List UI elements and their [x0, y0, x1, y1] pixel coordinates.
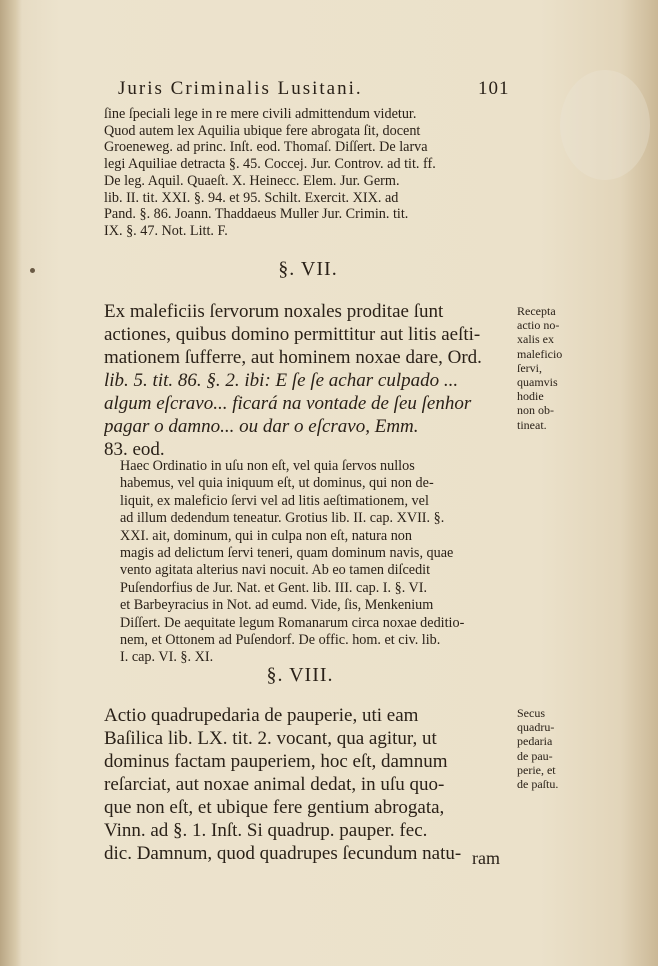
section-8-line: Baſilica lib. LX. tit. 2. vocant, qua agitur, ut [104, 728, 437, 749]
margin-note-line: quadru- [517, 720, 555, 735]
section-7-line: lib. 5. tit. 86. §. 2. ibi: E ſe ſe achar culpado ... [104, 370, 459, 391]
note-line: ad illum dedendum teneatur. Grotius lib. II. cap. XVII. §. [120, 510, 445, 527]
section-7-note [120, 458, 512, 667]
margin-note-line: pedaria [517, 734, 553, 749]
top-note-line: lib. II. tit. XXI. §. 94. et 95. Schilt. Exercit. XIX. ad [104, 189, 399, 206]
note-line: Haec Ordinatio in uſu non eſt, vel quia ſervos nullos [120, 458, 415, 474]
page-number: 101 [478, 78, 510, 99]
note-line: magis ad delictum ſervi teneri, quam dominum navis, quae [120, 545, 454, 562]
section-8-line: Vinn. ad §. 1. Inſt. Si quadrup. pauper. fec. [104, 820, 428, 841]
section-7-line: pagar o damno... ou dar o eſcravo, Emm. [104, 416, 419, 437]
section-8-heading: §. VIII. [266, 664, 334, 686]
top-note [104, 106, 512, 240]
margin-note-line: perie, et [517, 762, 556, 777]
margin-note-line: hodie [517, 389, 544, 404]
section-7-line: actiones, quibus domino permittitur aut litis aeſti- [104, 324, 481, 345]
section-7-line: Ex maleficiis ſervorum noxales proditae ſunt [104, 301, 444, 322]
section-7-line: 83. eod. [104, 439, 165, 460]
section-8-line: Actio quadrupedaria de pauperie, uti eam [104, 705, 419, 726]
section-8-line: reſarciat, aut noxae animal dedat, in uſu quo- [104, 774, 445, 795]
note-line: I. cap. VI. §. XI. [120, 649, 214, 666]
section-8-line: que non eſt, et ubique fere gentium abrogata, [104, 797, 445, 818]
top-note-line: ſine ſpeciali lege in re mere civili admittendum videtur. [104, 106, 417, 122]
margin-note-line: ſervi, [517, 360, 542, 375]
top-note-line: De leg. Aquil. Quaeſt. X. Heinecc. Elem. Jur. Germ. [104, 172, 400, 189]
section-8-text [104, 704, 512, 865]
note-line: Puſendorfius de Jur. Nat. et Gent. lib. III. cap. I. §. VI. [120, 579, 428, 596]
note-line: nem, et Ottonem ad Puſendorf. De offic. hom. et civ. lib. [120, 632, 441, 649]
catchword: ram [472, 848, 500, 868]
section-8-margin-note [517, 706, 587, 791]
top-note-line: Quod autem lex Aquilia ubique fere abrogata ſit, docent [104, 122, 421, 139]
margin-note-line: xalis ex [517, 332, 554, 347]
section-7-margin-note [517, 304, 587, 432]
margin-note-line: maleficio [517, 346, 563, 361]
section-8-line: dic. Damnum, quod quadrupes ſecundum natu- [104, 843, 462, 864]
margin-note-line: Secus [517, 706, 545, 720]
top-note-line: Groeneweg. ad princ. Inſt. eod. Thomaſ. Diſſert. De larva [104, 139, 428, 156]
note-line: Diſſert. De aequitate legum Romanarum circa noxae deditio- [120, 614, 465, 631]
page-gutter [0, 0, 22, 966]
note-line: et Barbeyracius in Not. ad eumd. Vide, ſis, Menkenium [120, 597, 434, 614]
margin-note-line: de pau- [517, 748, 553, 763]
section-7-line: mationem ſufferre, aut hominem noxae dare, Ord. [104, 347, 482, 368]
paper-stain [560, 70, 650, 180]
running-title: Juris Criminalis Lusitani. [118, 78, 363, 99]
top-note-line: legi Aquiliae detracta §. 45. Coccej. Jur. Controv. ad tit. ff. [104, 156, 436, 173]
top-note-line: Pand. §. 86. Joann. Thaddaeus Muller Jur. Crimin. tit. [104, 206, 409, 223]
paper-spot [30, 268, 35, 273]
margin-note-line: de paſtu. [517, 777, 559, 792]
note-line: vento agitata alterius navi nocuit. Ab eo tamen diſcedit [120, 562, 431, 579]
margin-note-line: actio no- [517, 318, 560, 333]
margin-note-line: tineat. [517, 417, 547, 432]
section-7-text [104, 300, 512, 461]
note-line: XXI. ait, dominum, qui in culpa non eſt, natura non [120, 527, 412, 544]
margin-note-line: Recepta [517, 304, 556, 318]
margin-note-line: non ob- [517, 403, 554, 418]
note-line: liquit, ex maleficio ſervi vel ad litis aeſtimationem, vel [120, 492, 429, 509]
margin-note-line: quamvis [517, 375, 558, 390]
section-7-heading: §. VII. [278, 258, 338, 280]
section-7-line: algum eſcravo... ficará na vontade de ſeu ſenhor [104, 393, 472, 414]
top-note-line: IX. §. 47. Not. Litt. F. [104, 222, 228, 239]
section-8-line: dominus factam pauperiem, hoc eſt, damnum [104, 751, 448, 772]
note-line: habemus, vel quia iniquum eſt, ut dominus, qui non de- [120, 475, 434, 492]
